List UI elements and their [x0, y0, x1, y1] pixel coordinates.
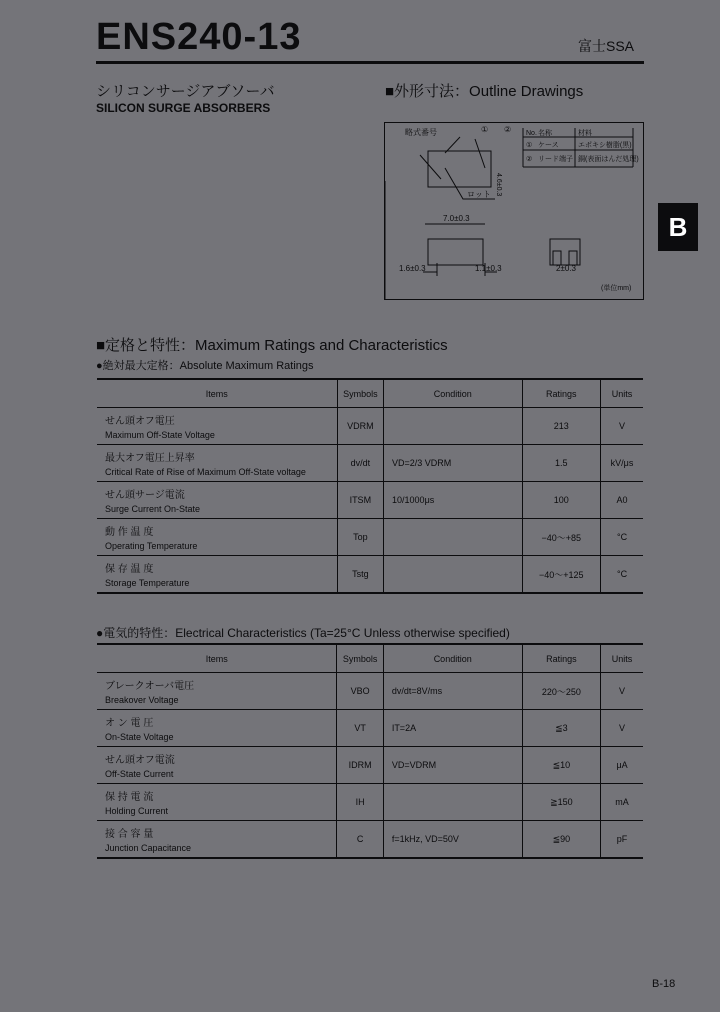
column-header: Units [601, 379, 643, 408]
table-cell: 1.5 [522, 445, 601, 482]
package-side-view [428, 239, 483, 265]
table-cell: −40〜+125 [522, 556, 601, 594]
table-row [97, 408, 643, 445]
page-number: B-18 [652, 978, 676, 990]
svg-text:銅(表面はんだ処理): 銅(表面はんだ処理) [578, 156, 639, 163]
item-name-en: Surge Current On-State [105, 504, 201, 514]
column-header: Ratings [522, 644, 601, 673]
table-row [97, 556, 643, 594]
svg-text:リード端子: リード端子 [538, 156, 573, 163]
table-cell: IDRM [337, 747, 383, 784]
table-cell [384, 556, 522, 594]
table-cell: ≦10 [522, 747, 601, 784]
svg-text:材料: 材料 [578, 130, 592, 137]
table-cell: ITSM [337, 482, 383, 519]
item-name-en: Off-State Current [105, 769, 174, 779]
ratings-heading: ■定格と特性：Maximum Ratings and Characteristics [96, 337, 448, 354]
table-cell: 220〜250 [522, 673, 601, 710]
table-cell: −40〜+85 [522, 519, 601, 556]
column-header: Ratings [522, 379, 601, 408]
svg-text:②: ② [504, 125, 512, 134]
table-cell: VD=2/3 VDRM [384, 445, 522, 482]
table-cell: ≧150 [522, 784, 601, 821]
svg-text:エポキシ樹脂(黒): エポキシ樹脂(黒) [578, 142, 632, 149]
table-cell: 100 [522, 482, 601, 519]
table-cell: °C [601, 556, 643, 594]
item-name-jp: せん頭オフ電流 [105, 755, 175, 766]
table-row [97, 784, 643, 821]
outline-heading: ■外形寸法：Outline Drawings [385, 83, 584, 100]
table-cell [97, 673, 337, 710]
table-header-row [97, 379, 643, 408]
svg-text:①: ① [481, 125, 489, 134]
table-cell [97, 747, 337, 784]
table-row [97, 519, 643, 556]
section-tab: B [658, 203, 698, 251]
table-cell: C [337, 821, 383, 859]
item-name-jp: 保 持 電 流 [105, 792, 154, 803]
table-cell: °C [601, 519, 643, 556]
table-cell: Tstg [337, 556, 383, 594]
product-name-jp: シリコンサージアブソーバ [96, 83, 275, 100]
package-end-view [550, 239, 580, 265]
product-name-en: SILICON SURGE ABSORBERS [96, 101, 271, 115]
table-cell: dv/dt=8V/ms [383, 673, 522, 710]
parts-table [523, 128, 639, 167]
table-row [97, 445, 643, 482]
table-row [97, 710, 643, 747]
item-name-en: Holding Current [105, 806, 169, 816]
table-cell [97, 821, 337, 859]
table-cell: A0 [601, 482, 643, 519]
table-cell: ≦90 [522, 821, 601, 859]
table-cell [97, 784, 337, 821]
svg-text:1.6±0.3: 1.6±0.3 [399, 264, 426, 273]
column-header: Condition [383, 644, 522, 673]
table-cell: VT [337, 710, 383, 747]
electrical-characteristics-table [97, 643, 643, 859]
svg-text:1.1±0.3: 1.1±0.3 [475, 264, 502, 273]
item-name-en: Maximum Off-State Voltage [105, 430, 215, 440]
table-cell: kV/μs [601, 445, 643, 482]
electrical-subheading: ●電気的特性：Electrical Characteristics (Ta=25°C Unless otherwise specified) [96, 626, 510, 640]
table-cell: Top [337, 519, 383, 556]
table-cell [383, 784, 522, 821]
table-cell: VBO [337, 673, 383, 710]
column-header: Items [97, 379, 337, 408]
lot-label: ロット [467, 190, 491, 199]
svg-text:No.: No. [526, 130, 537, 137]
item-name-en: Operating Temperature [105, 541, 198, 551]
absolute-max-ratings-table [97, 378, 643, 594]
table-cell: IT=2A [383, 710, 522, 747]
table-cell: mA [601, 784, 643, 821]
column-header: Condition [384, 379, 522, 408]
svg-text:4.6±0.3: 4.6±0.3 [495, 173, 502, 197]
table-cell [97, 408, 337, 445]
table-cell [97, 556, 337, 594]
item-name-jp: 接 合 容 量 [105, 829, 154, 840]
item-name-en: Breakover Voltage [105, 695, 179, 705]
column-header: Units [601, 644, 643, 673]
table-cell: f=1kHz, VD=50V [383, 821, 522, 859]
item-name-jp: せん頭サージ電流 [105, 490, 185, 501]
item-name-en: On-State Voltage [105, 732, 174, 742]
table-row [97, 747, 643, 784]
item-name-jp: 最大オフ電圧上昇率 [105, 453, 195, 464]
table-cell: dv/dt [337, 445, 383, 482]
item-name-jp: 保 存 温 度 [105, 564, 154, 575]
table-cell: μA [601, 747, 643, 784]
table-cell: IH [337, 784, 383, 821]
table-cell [97, 445, 337, 482]
item-name-en: Critical Rate of Rise of Maximum Off-State voltage [105, 467, 306, 477]
table-cell [97, 710, 337, 747]
table-row [97, 673, 643, 710]
column-header: Symbols [337, 379, 383, 408]
outline-drawing [384, 122, 644, 300]
part-number-title: ENS240-13 [96, 16, 302, 58]
table-row [97, 821, 643, 859]
item-name-jp: 動 作 温 度 [105, 527, 154, 538]
column-header: Items [97, 644, 337, 673]
package-top-view [428, 151, 491, 187]
table-row [97, 482, 643, 519]
marking-label: 略式番号 [405, 128, 437, 137]
item-name-en: Junction Capacitance [105, 843, 192, 853]
title-rule [96, 61, 644, 64]
absolute-max-subheading: ●絶対最大定格：Absolute Maximum Ratings [96, 360, 314, 372]
table-cell [97, 482, 337, 519]
brand-label: 富士SSA [578, 38, 635, 54]
table-cell [384, 408, 522, 445]
table-cell: V [601, 710, 643, 747]
item-name-en: Storage Temperature [105, 578, 190, 588]
table-cell: V [601, 408, 643, 445]
item-name-jp: せん頭オフ電圧 [105, 416, 175, 427]
svg-text:名称: 名称 [538, 130, 552, 137]
item-name-jp: ブレークオーバ電圧 [105, 681, 195, 692]
table-cell: V [601, 673, 643, 710]
unit-label: (単位mm) [601, 285, 632, 292]
table-cell: 10/1000μs [384, 482, 522, 519]
svg-text:7.0±0.3: 7.0±0.3 [443, 214, 470, 223]
table-cell: ≦3 [522, 710, 601, 747]
item-name-jp: オ ン 電 圧 [105, 718, 154, 729]
svg-text:②: ② [526, 156, 533, 163]
table-cell: pF [601, 821, 643, 859]
svg-text:ケース: ケース [538, 142, 559, 149]
column-header: Symbols [337, 644, 383, 673]
table-cell: VDRM [337, 408, 383, 445]
table-cell [384, 519, 522, 556]
svg-text:①: ① [526, 142, 533, 149]
table-cell: VD=VDRM [383, 747, 522, 784]
svg-text:2±0.3: 2±0.3 [556, 264, 576, 273]
table-cell: 213 [522, 408, 601, 445]
table-cell [97, 519, 337, 556]
table-header-row [97, 644, 643, 673]
